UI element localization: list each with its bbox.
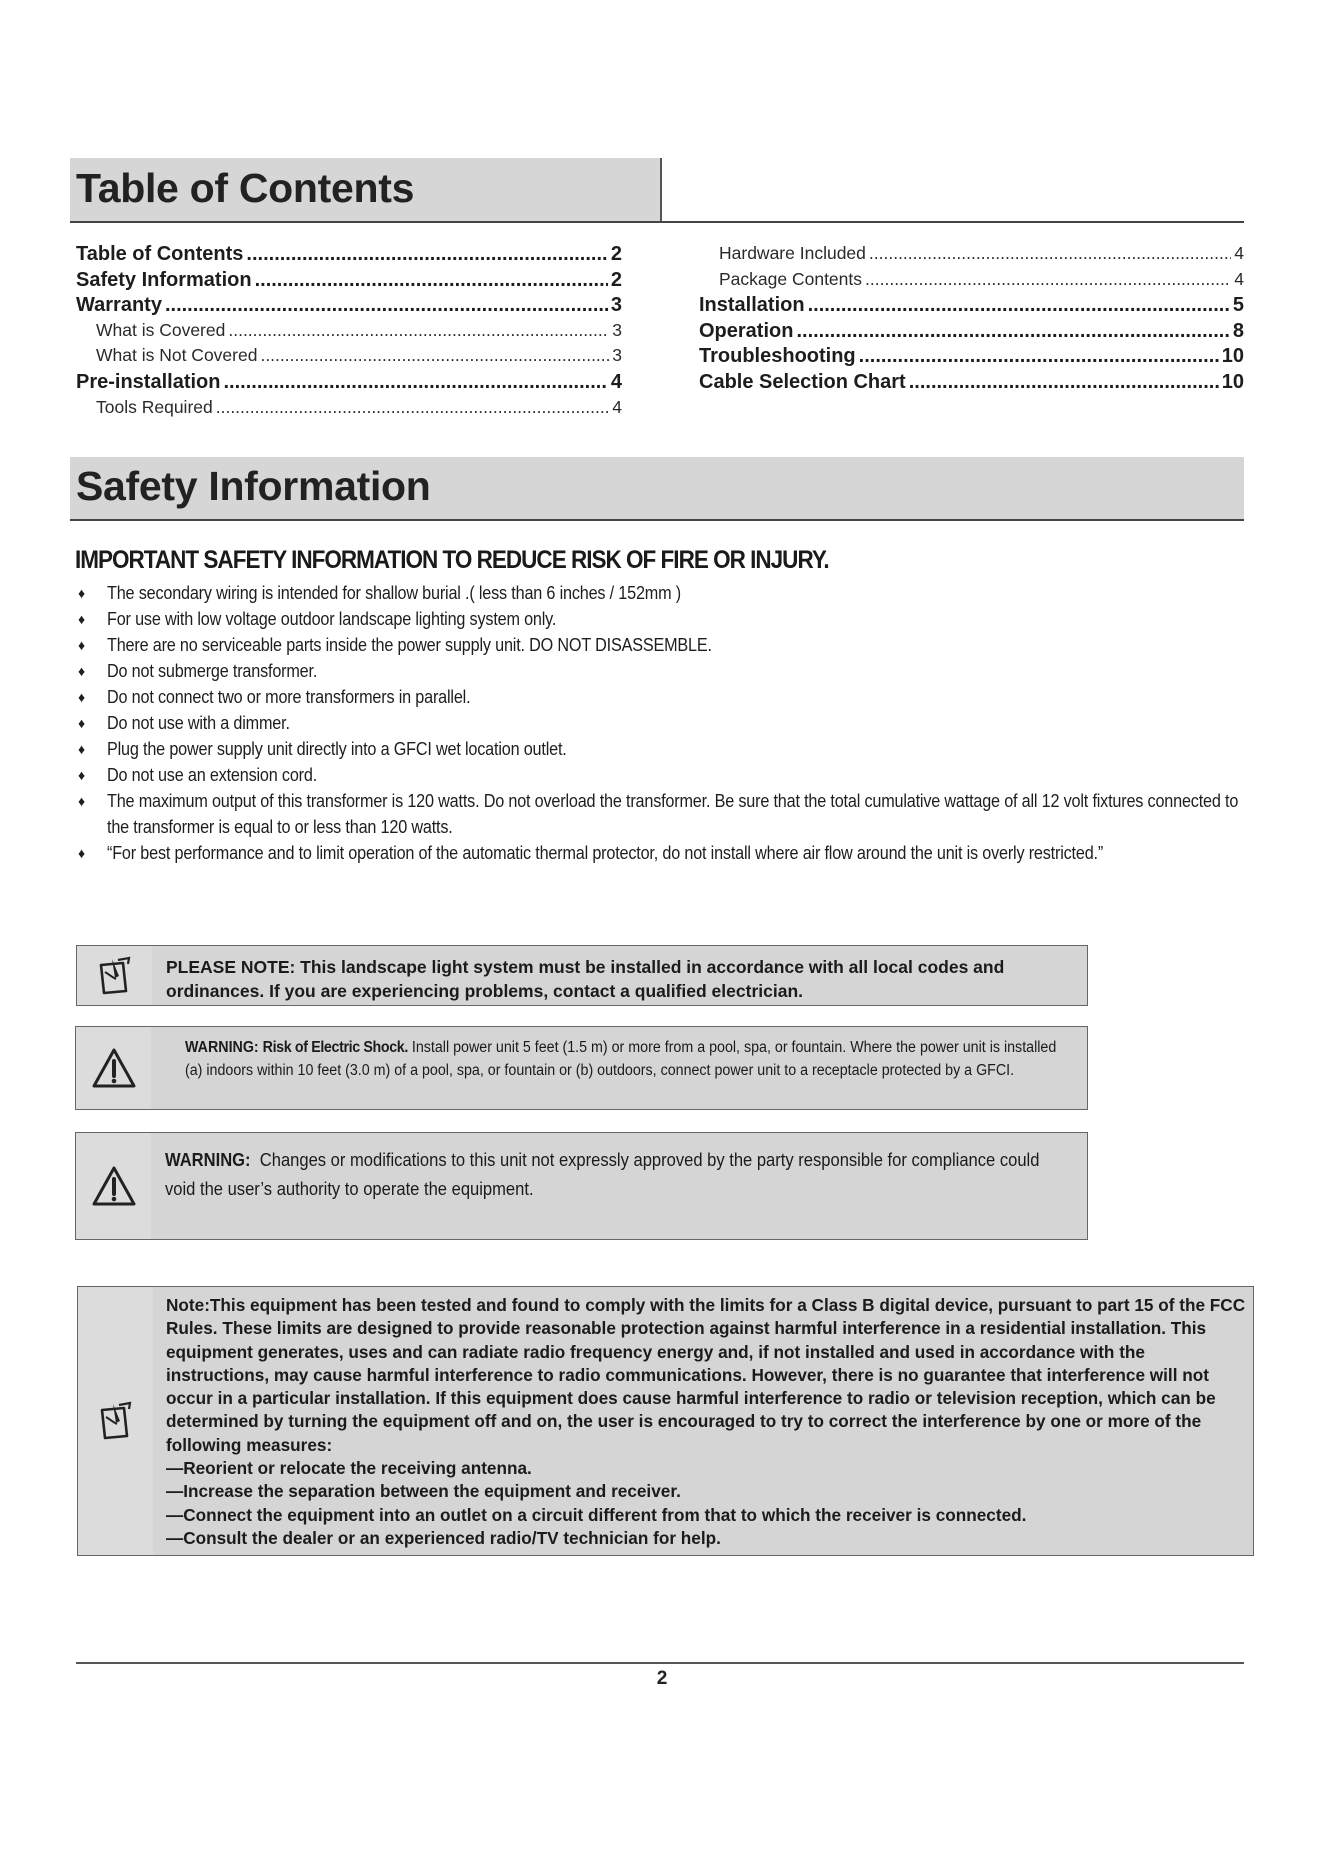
note-icon [77, 946, 152, 1005]
toc-entry-page: 3 [612, 319, 622, 340]
toc-entry-page: 4 [1234, 243, 1244, 263]
bullet-diamond-icon: ♦ [78, 611, 85, 627]
modification-warning-text [165, 1146, 1065, 1204]
safety-bullet [76, 840, 1256, 866]
page-number: 2 [656, 1668, 668, 1689]
safety-bullet [76, 788, 1256, 840]
electric-shock-warning-box [75, 1026, 1088, 1110]
toc-entry-page: 2 [610, 268, 622, 291]
toc-leader-dots [859, 345, 1219, 368]
fcc-measure-item: —Consult the dealer or an experienced radio/TV technician for help. [166, 1527, 721, 1548]
please-note-text: PLEASE NOTE: This landscape light system must be installed in accordance with all local codes and ordinances. If you are experiencing problems, contact a qualified electrician. [166, 957, 1005, 1001]
please-note-box [76, 945, 1088, 1006]
toc-entry-label: Pre-installation [76, 371, 221, 393]
bullet-diamond-icon: ♦ [78, 637, 85, 653]
toc-entry-label: Installation [699, 294, 805, 317]
safety-bullet [76, 658, 1256, 684]
toc-leader-dots [228, 320, 609, 341]
toc-entry-page: 3 [610, 294, 622, 317]
safety-bullet [76, 580, 1256, 606]
toc-entry-label: Operation [699, 319, 794, 342]
toc-entry-page: 10 [1221, 371, 1244, 393]
bullet-diamond-icon: ♦ [78, 585, 85, 601]
footer-divider [76, 1662, 1244, 1664]
toc-entry-label: Cable Selection Chart [699, 371, 906, 393]
toc-leader-dots [808, 294, 1230, 317]
toc-entry [699, 294, 1244, 317]
safety-bullet-text: The secondary wiring is intended for shallow burial .( less than 6 inches / 152mm ) [107, 583, 681, 603]
warning-body: Install power unit 5 feet (1.5 m) or more from a pool, spa, or fountain. Where the power unit is installed (a) indoors within 10 feet (3.0 m) of a pool, spa, or fountain or (b) outdoors, connect power unit to a receptacle protected by a GFCI. [185, 1039, 1057, 1079]
warning-body: Changes or modifications to this unit not expressly approved by the party responsible for compliance could void the user’s authority to operate the equipment. [165, 1150, 1040, 1199]
toc-entry-page: 4 [610, 371, 622, 393]
toc-entry [719, 269, 1244, 290]
toc-entry [96, 345, 622, 366]
warning-emphasis: Risk of Electric Shock. [262, 1039, 408, 1056]
toc-entry-label: Warranty [76, 294, 162, 317]
bullet-diamond-icon: ♦ [78, 715, 85, 731]
warning-icon [76, 1027, 151, 1109]
fcc-note-text [166, 1294, 1246, 1550]
safety-bullet-text: For use with low voltage outdoor landscape lighting system only. [107, 609, 557, 629]
toc-entry-label: Tools Required [96, 396, 213, 417]
safety-bullet [76, 606, 1256, 632]
safety-bullet [76, 632, 1256, 658]
safety-bullet-text: There are no serviceable parts inside the power supply unit. DO NOT DISASSEMBLE. [107, 635, 712, 655]
toc-entry [76, 243, 622, 266]
safety-bullet-text: Plug the power supply unit directly into a GFCI wet location outlet. [107, 739, 567, 759]
toc-leader-dots [223, 371, 607, 394]
toc-divider [70, 221, 1244, 223]
toc-entry [719, 243, 1244, 264]
warning-label: WARNING: [165, 1150, 251, 1170]
toc-entry [76, 294, 622, 317]
toc-leader-dots [165, 294, 608, 317]
toc-leader-dots [796, 320, 1229, 343]
toc-entry-label: Package Contents [719, 268, 863, 289]
safety-bullet [76, 710, 1256, 736]
toc-entry [76, 371, 622, 394]
toc-leader-dots [246, 243, 607, 266]
modification-warning-box [75, 1132, 1088, 1240]
toc-entry [96, 320, 622, 341]
toc-leader-dots [260, 345, 609, 366]
fcc-measures-list [166, 1457, 1246, 1550]
fcc-note-paragraph: Note:This equipment has been tested and found to comply with the limits for a Class B digital device, pursuant to part 15 of the FCC Rules. These limits are designed to provide reasonable protection against harmful interference in a residential installation. This equipment generates, uses and can radiate radio frequency energy and, if not installed and used in accordance with the instructions, may cause harmful interference to radio communications. However, there is no guarantee that interference will not occur in a particular installation. If this equipment does cause harmful interference to radio or television reception, which can be determined by turning the equipment off and on, the user is encouraged to try to correct the interference by one or more of the following measures: [166, 1295, 1246, 1455]
safety-bullet-text: The maximum output of this transformer is 120 watts. Do not overload the transformer. Be sure that the total cumulative wattage of all 12 volt fixtures connected to the transformer is equal to or less than 120 watts. [107, 791, 1239, 837]
bullet-diamond-icon: ♦ [78, 663, 85, 679]
safety-bullet [76, 736, 1256, 762]
toc-entry-label: Hardware Included [719, 243, 866, 263]
safety-bullet-text: Do not use with a dimmer. [107, 713, 290, 733]
safety-bullet-text: Do not submerge transformer. [107, 661, 318, 681]
toc-entry [699, 371, 1244, 394]
warning-label: WARNING: [185, 1039, 259, 1056]
warning-icon [76, 1133, 151, 1239]
electric-shock-warning-text [185, 1037, 1075, 1082]
toc-leader-dots [865, 269, 1231, 290]
toc-entry-label: Troubleshooting [699, 345, 856, 368]
toc-entry-label: Table of Contents [76, 243, 244, 265]
safety-bullet [76, 684, 1256, 710]
toc-entry-page: 8 [1232, 319, 1244, 342]
fcc-note-box [77, 1286, 1254, 1556]
toc-entry-page: 2 [610, 243, 622, 265]
safety-title: Safety Information [76, 463, 431, 509]
fcc-measure-item: —Reorient or relocate the receiving antenna. [166, 1458, 532, 1479]
fcc-measure-item: —Connect the equipment into an outlet on a circuit different from that to which the receiver is connected. [166, 1504, 1027, 1525]
toc-entry-page: 3 [612, 345, 622, 366]
safety-bullet-text: Do not connect two or more transformers in parallel. [107, 687, 471, 707]
toc-leader-dots [909, 371, 1219, 394]
safety-bullet-text: Do not use an extension cord. [107, 765, 318, 785]
toc-title: Table of Contents [76, 165, 415, 211]
toc-leader-dots [216, 397, 610, 418]
toc-entry [76, 269, 622, 292]
safety-bullet-text: “For best performance and to limit operation of the automatic thermal protector, do not install where air flow around the unit is overly restricted.” [107, 843, 1104, 863]
safety-heading: IMPORTANT SAFETY INFORMATION TO REDUCE RISK OF FIRE OR INJURY. [75, 546, 829, 574]
fcc-measure-item: —Increase the separation between the equipment and receiver. [166, 1481, 681, 1502]
bullet-diamond-icon: ♦ [78, 767, 85, 783]
toc-entry-label: What is Covered [96, 319, 226, 340]
toc-entry-label: Safety Information [76, 268, 252, 291]
safety-bullet [76, 762, 1256, 788]
bullet-diamond-icon: ♦ [78, 741, 85, 757]
toc-leader-dots [255, 269, 608, 292]
toc-entry-page: 4 [1234, 268, 1244, 289]
toc-entry [699, 320, 1244, 343]
toc-entry-label: What is Not Covered [96, 345, 258, 366]
bullet-diamond-icon: ♦ [78, 793, 85, 809]
toc-entry-page: 5 [1232, 294, 1244, 317]
toc-entry [96, 397, 622, 418]
safety-bullet-list [76, 580, 1256, 866]
bullet-diamond-icon: ♦ [78, 845, 85, 861]
toc-entry-page: 10 [1221, 345, 1244, 368]
toc-leader-dots [869, 243, 1231, 264]
toc-entry [699, 345, 1244, 368]
note-icon [78, 1287, 153, 1555]
toc-entry-page: 4 [612, 396, 622, 417]
bullet-diamond-icon: ♦ [78, 689, 85, 705]
